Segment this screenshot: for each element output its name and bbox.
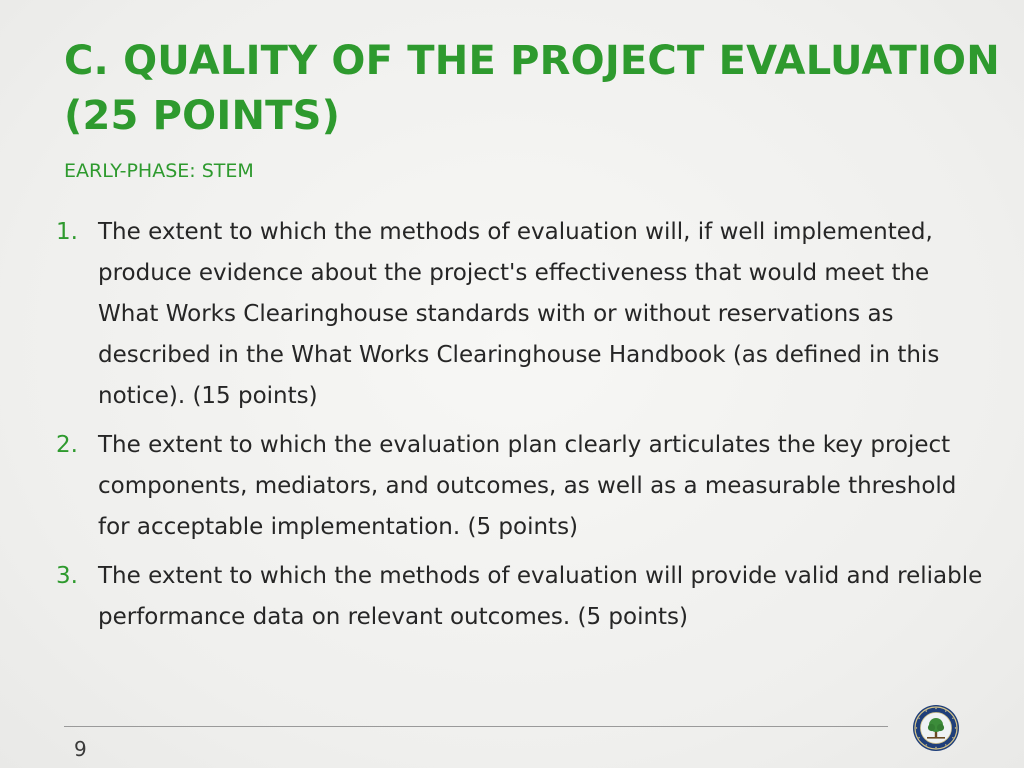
- criterion-number: 2.: [56, 432, 78, 458]
- slide-subtitle: EARLY-PHASE: STEM: [64, 160, 254, 182]
- footer-divider: [64, 726, 888, 727]
- criterion-item-2: [56, 425, 986, 548]
- criterion-number: 1.: [56, 219, 78, 245]
- criteria-list: [56, 212, 986, 646]
- criterion-text: The extent to which the evaluation plan clearly articulates the key project components, mediators, and outcomes, as well as a measurable threshold for acceptable implementation. (5 points): [98, 432, 957, 540]
- criterion-item-1: [56, 212, 986, 417]
- criterion-number: 3.: [56, 563, 78, 589]
- criterion-text: The extent to which the methods of evaluation will, if well implemented, produce evidence about the project's effectiveness that would meet the What Works Clearinghouse standards with or without reservations as described in the What Works Clearinghouse Handbook (as defined in this notice). (15 points): [98, 219, 940, 409]
- department-seal-icon: [912, 704, 960, 752]
- criterion-text: The extent to which the methods of evaluation will provide valid and reliable performance data on relevant outcomes. (5 points): [98, 563, 983, 630]
- page-number: 9: [74, 737, 87, 761]
- slide-title: C. QUALITY OF THE PROJECT EVALUATION (25 POINTS): [64, 38, 1000, 139]
- criterion-item-3: [56, 556, 986, 638]
